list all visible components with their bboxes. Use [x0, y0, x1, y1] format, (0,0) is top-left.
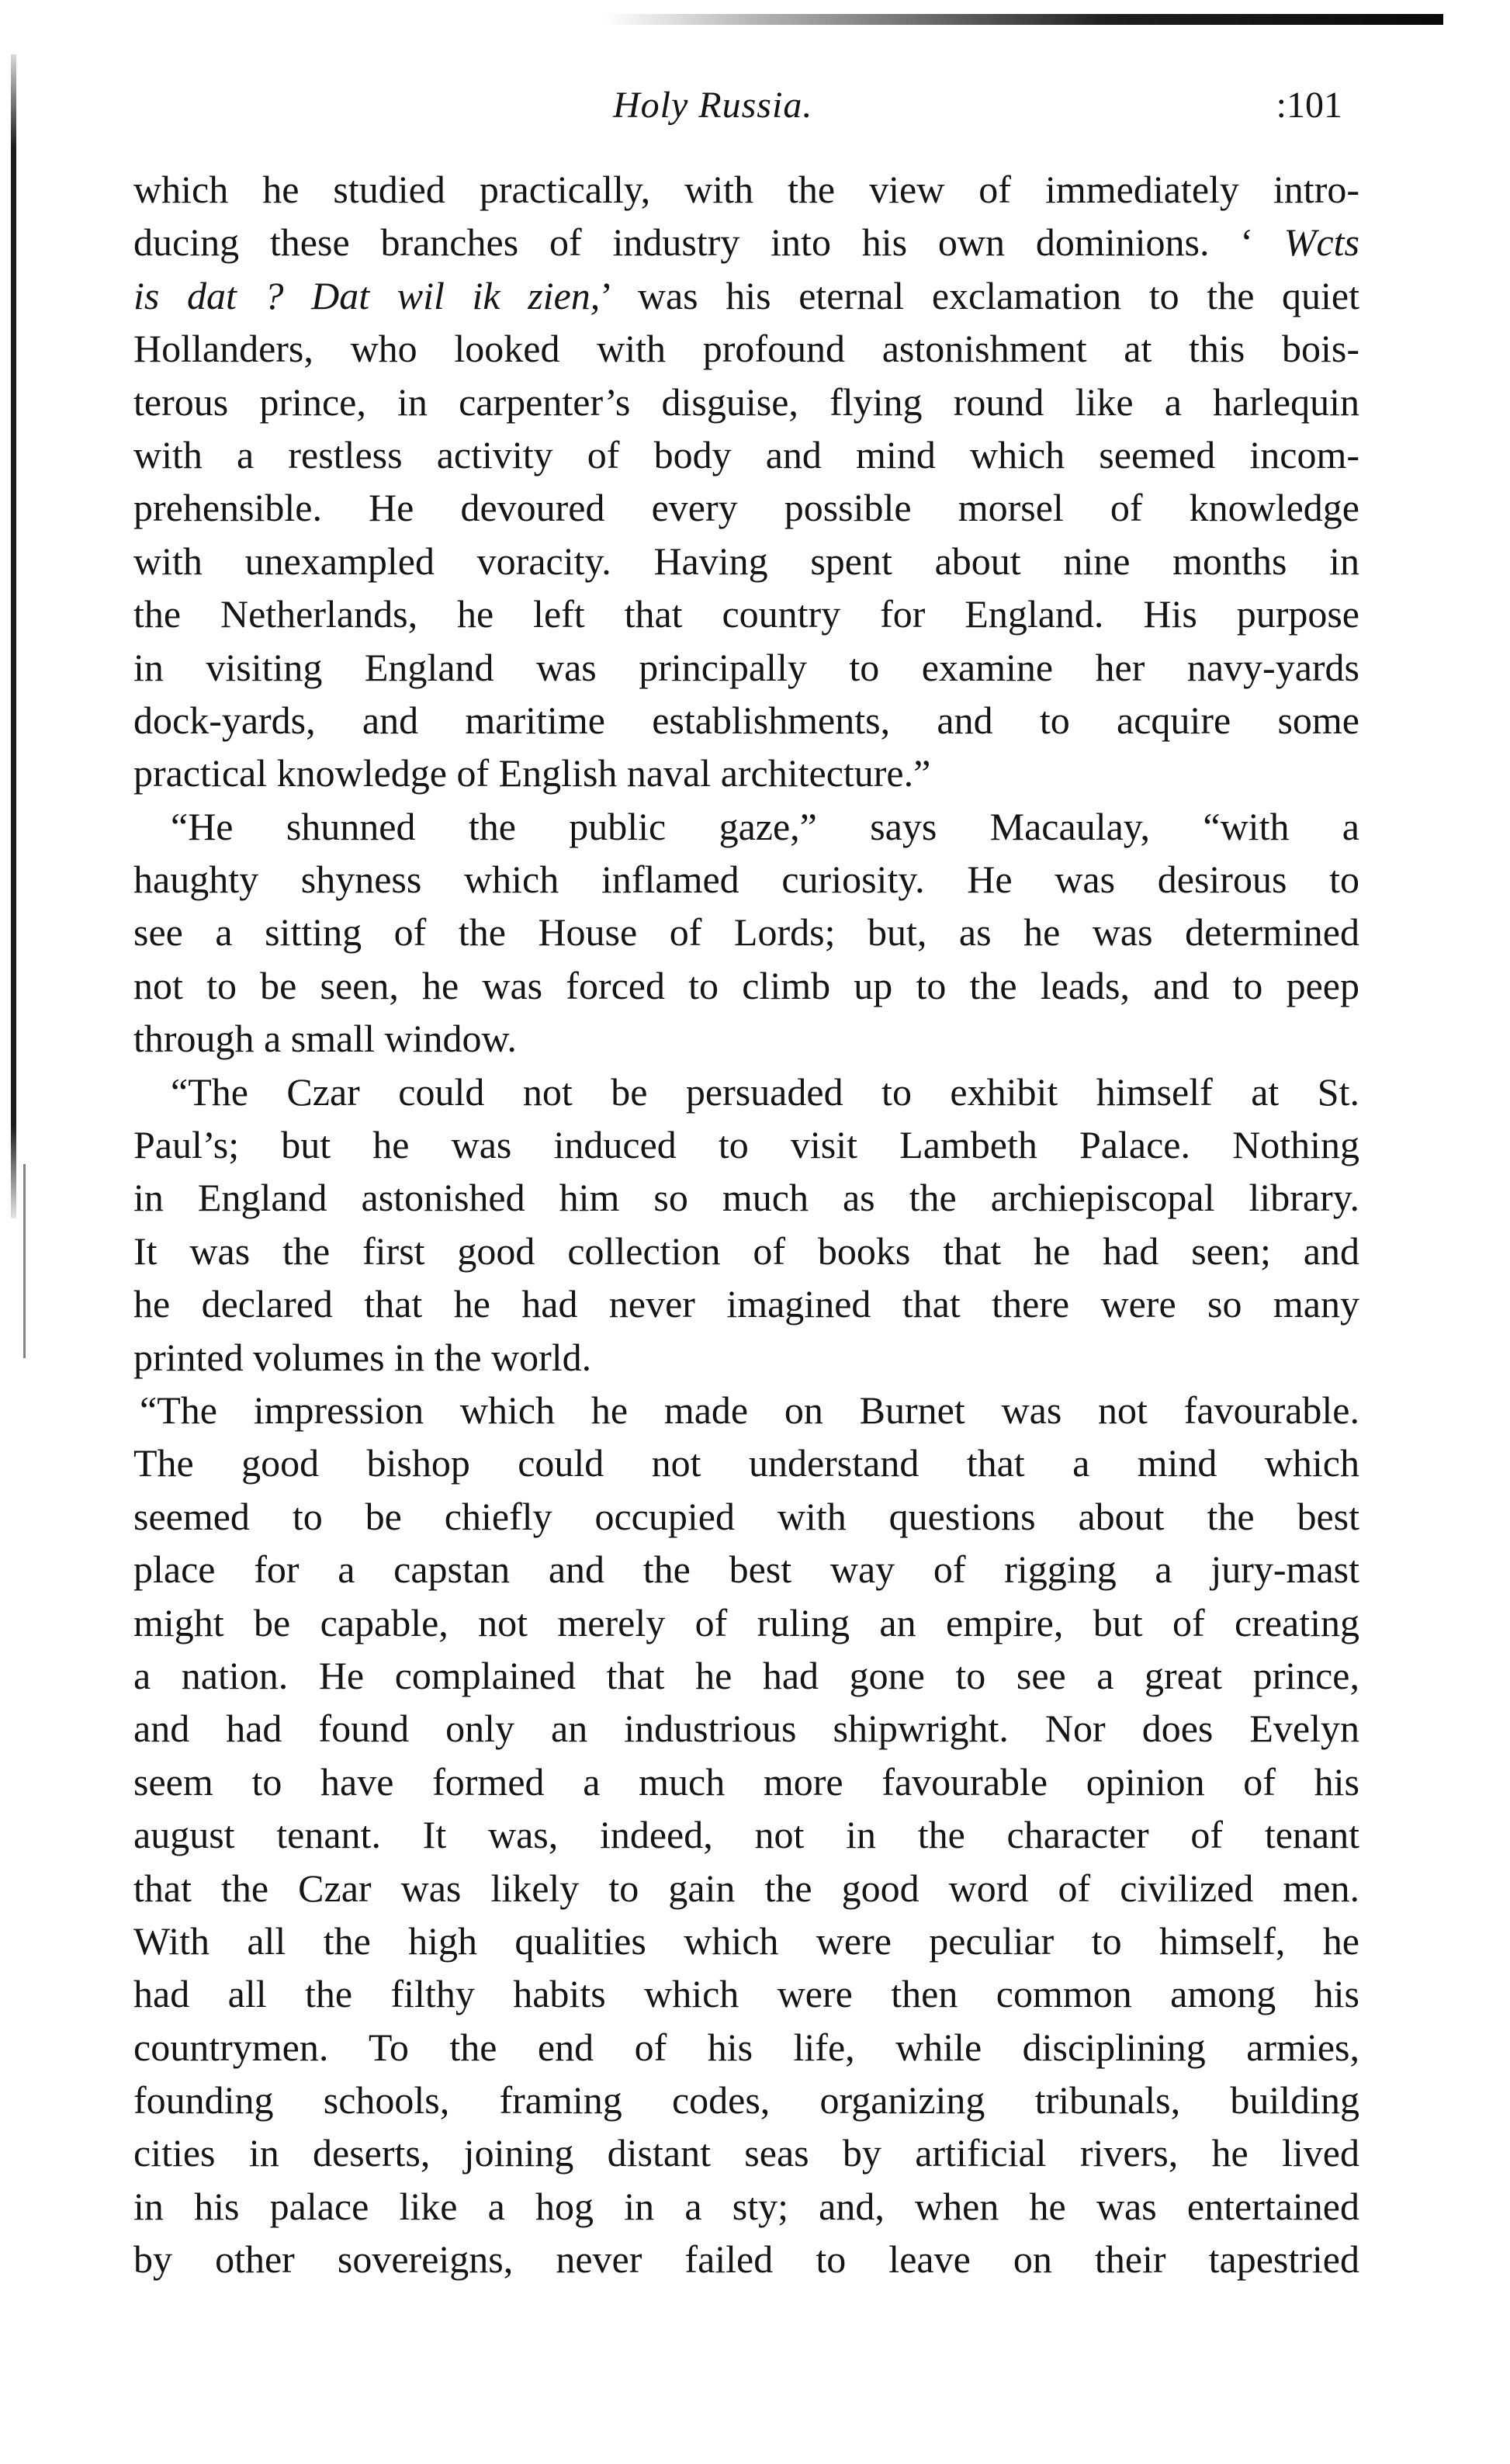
text-line [133, 216, 1359, 269]
text-line: practical knowledge of English naval architecture.” [133, 751, 931, 795]
text-line: founding schools, framing codes, organizing tribunals, building [133, 2078, 1359, 2123]
page-number: :101 [1276, 85, 1342, 126]
text-line: see a sitting of the House of Lords; but, as he was determined [133, 910, 1359, 955]
text-line: he declared that he had never imagined that there were so many [133, 1282, 1359, 1326]
text-line: might be capable, not merely of ruling an empire, but of creating [133, 1600, 1359, 1644]
text-line: “The impression which he made on Burnet was not favourable. [140, 1388, 1359, 1432]
text-line: which he studied practically, with the view of immediately intro- [133, 168, 1359, 211]
text-line: cities in deserts, joining distant seas by artificial rivers, he lived [133, 2131, 1359, 2175]
text-line: “The Czar could not be persuaded to exhibit himself at St. [171, 1069, 1359, 1114]
text-line: haughty shyness which inflamed curiosity. He was desirous to [133, 858, 1359, 902]
text-segment: ’ was his eternal exclamation to the quiet [600, 273, 1359, 317]
body-text [133, 163, 1359, 2286]
text-line: august tenant. It was, indeed, not in the character of tenant [133, 1813, 1359, 1857]
text-line: printed volumes in the world. [133, 1335, 592, 1379]
text-line: seem to have formed a much more favourable opinion of his [133, 1759, 1359, 1804]
italic-text: is dat ? Dat wil ik zien, [133, 273, 601, 317]
text-line: with unexampled voracity. Having spent about nine months in [133, 539, 1359, 583]
running-title: Holy Russia. [613, 85, 813, 126]
text-line: the Netherlands, he left that country for England. His purpose [133, 592, 1359, 636]
text-line: had all the filthy habits which were then common among his [133, 1972, 1359, 2016]
text-line: not to be seen, he was forced to climb up to the leads, and to peep [133, 963, 1359, 1007]
text-line: a nation. He complained that he had gone to see a great prince, [133, 1653, 1359, 1697]
scan-edge-top [605, 14, 1443, 25]
text-line: dock-yards, and maritime establishments, and to acquire some [133, 698, 1359, 742]
scan-edge-left-mark [23, 1164, 26, 1358]
text-line: The good bishop could not understand that a mind which [133, 1441, 1359, 1485]
text-line: With all the high qualities which were peculiar to himself, he [133, 1918, 1359, 1963]
text-line: and had found only an industrious shipwright. Nor does Evelyn [133, 1707, 1359, 1751]
text-line: place for a capstan and the best way of rigging a jury-mast [133, 1547, 1359, 1592]
text-line [133, 269, 1359, 322]
text-line: It was the first good collection of books that he had seen; and [133, 1229, 1359, 1273]
text-line: “He shunned the public gaze,” says Macaulay, “with a [171, 804, 1359, 848]
page-header [132, 84, 1366, 138]
text-segment: ducing these branches of industry into his own dominions. ‘ [133, 220, 1284, 265]
text-line: with a restless activity of body and mind which seemed incom- [133, 432, 1359, 477]
text-line: by other sovereigns, never failed to leave on their tapestried [133, 2237, 1359, 2282]
text-line: countrymen. To the end of his life, while disciplining armies, [133, 2025, 1359, 2069]
text-line: Hollanders, who looked with profound astonishment at this bois- [133, 327, 1359, 371]
text-line: terous prince, in carpenter’s disguise, flying round like a harlequin [133, 379, 1359, 424]
text-line: prehensible. He devoured every possible morsel of knowledge [133, 486, 1359, 530]
scan-edge-left [11, 54, 16, 1218]
text-line: Paul’s; but he was induced to visit Lambeth Palace. Nothing [133, 1123, 1359, 1167]
text-line: in visiting England was principally to examine her navy-yards [133, 645, 1359, 689]
text-line: in his palace like a hog in a sty; and, when he was entertained [133, 2184, 1359, 2228]
italic-text: Wcts [1283, 220, 1359, 265]
text-line: in England astonished him so much as the archiepiscopal library. [133, 1176, 1359, 1220]
text-line: through a small window. [133, 1017, 517, 1061]
text-line: seemed to be chiefly occupied with questions about the best [133, 1494, 1359, 1538]
text-line: that the Czar was likely to gain the good word of civilized men. [133, 1866, 1359, 1910]
